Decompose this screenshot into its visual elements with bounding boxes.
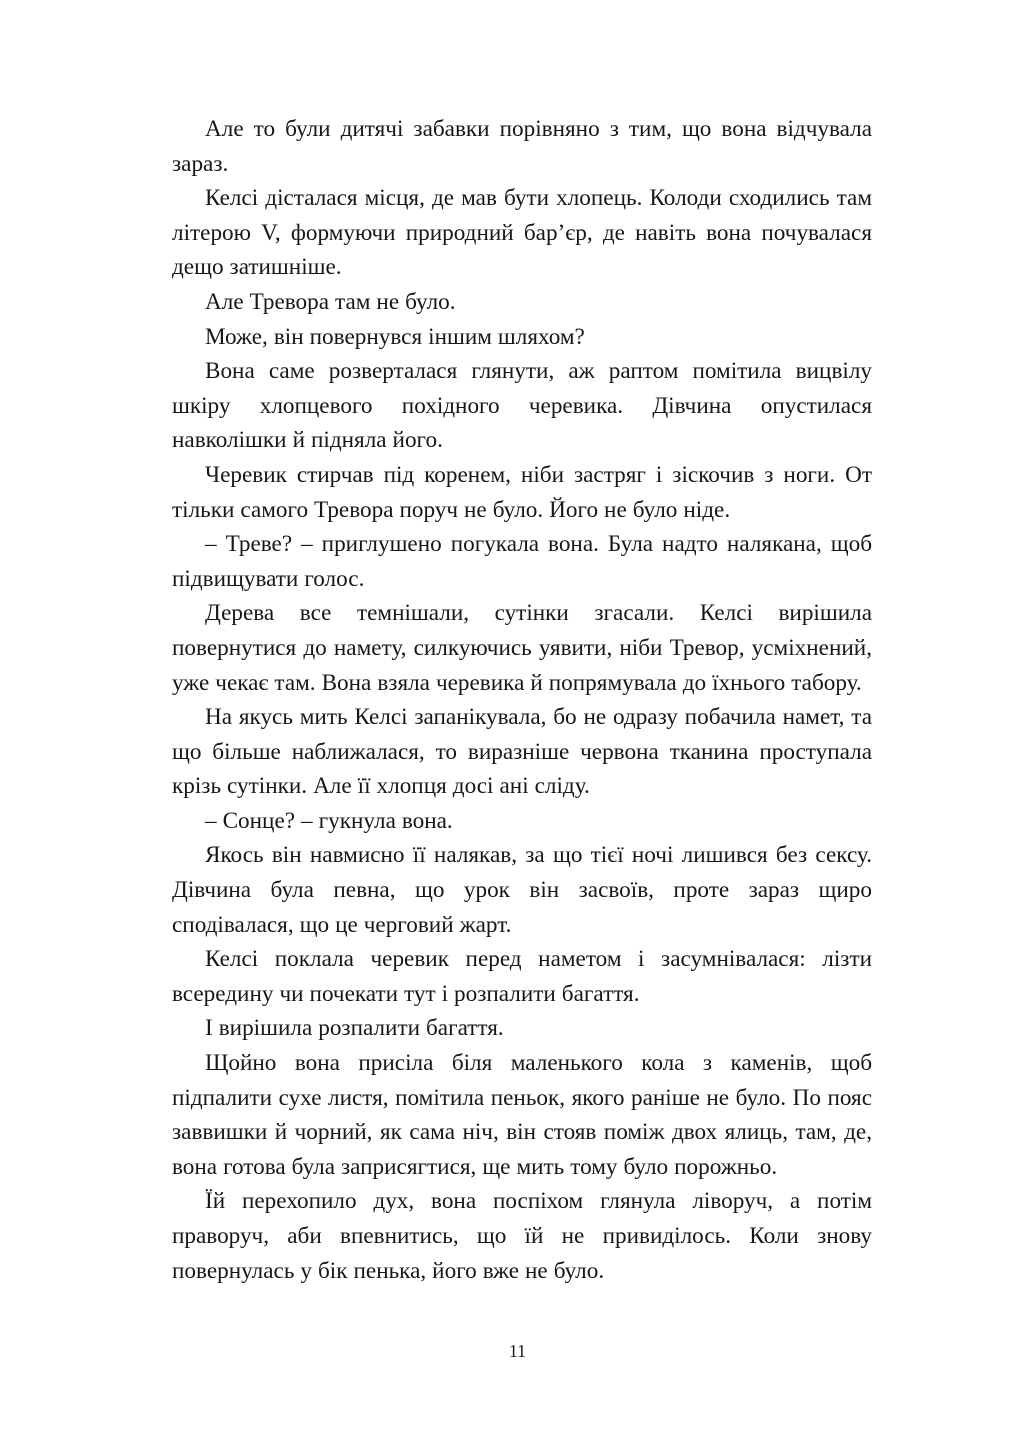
page-number: 11 — [508, 1341, 527, 1361]
dialogue-paragraph: – Сонце? – гукнула вона. — [205, 807, 453, 834]
page-text-block — [172, 112, 872, 1288]
body-paragraph: Щойно вона присіла біля маленького кола з каменів, щоб підпалити сухе листя, помітила пеньок, якого раніше не було. По пояс заввишки й чорний, як сама ніч, він стояв поміж двох ялиць, там, де, вона готова була заприсягтися, ще мить тому було порожньо. — [172, 1050, 872, 1180]
body-paragraph: Дерева все темнішали, сутінки згасали. Келсі вирішила повернутися до намету, силкуючись уявити, ніби Тревор, усміхнений, уже чекає там. Вона взяла черевика й попрямувала до їхнього табору. — [172, 600, 872, 696]
body-paragraph: Вона саме розверталася глянути, аж раптом помітила вицвілу шкіру хлопцевого похідного черевика. Дівчина опустилася навколішки й підняла його. — [172, 358, 872, 454]
body-paragraph: На якусь мить Келсі запанікувала, бо не одразу побачила намет, та що більше наближалася, то виразніше червона тканина проступала крізь сутінки. Але її хлопця досі ані сліду. — [172, 704, 872, 800]
body-paragraph: І вирішила розпалити багаття. — [205, 1015, 504, 1042]
body-paragraph: Їй перехопило дух, вона поспіхом глянула ліворуч, а потім праворуч, аби впевнитись, що їй не привиділось. Коли знову повернулась у бік пенька, його вже не було. — [172, 1188, 872, 1284]
dialogue-paragraph: – Треве? – приглушено погукала вона. Була надто налякана, щоб підвищувати голос. — [172, 531, 872, 592]
body-paragraph: Келсі дісталася місця, де мав бути хлопець. Колоди сходились там літерою V, формуючи природний бар’єр, де навіть вона почувалася дещо затишніше. — [172, 185, 872, 281]
body-paragraph: Але Тревора там не було. — [205, 288, 456, 315]
body-paragraph: Келсі поклала черевик перед наметом і засумнівалася: лізти всередину чи почекати тут і розпалити багаття. — [172, 946, 872, 1007]
body-paragraph: Черевик стирчав під коренем, ніби застряг і зіскочив з ноги. От тільки самого Тревора поруч не було. Його не було ніде. — [172, 461, 872, 523]
body-paragraph: Але то були дитячі забавки порівняно з тим, що вона відчувала зараз. — [172, 116, 872, 177]
body-paragraph: Якось він навмисно її налякав, за що тієї ночі лишився без сексу. Дівчина була певна, що урок він засвоїв, проте зараз щиро сподівалася, що це черговий жарт. — [172, 842, 872, 938]
body-paragraph: Може, він повернувся іншим шляхом? — [205, 323, 585, 350]
